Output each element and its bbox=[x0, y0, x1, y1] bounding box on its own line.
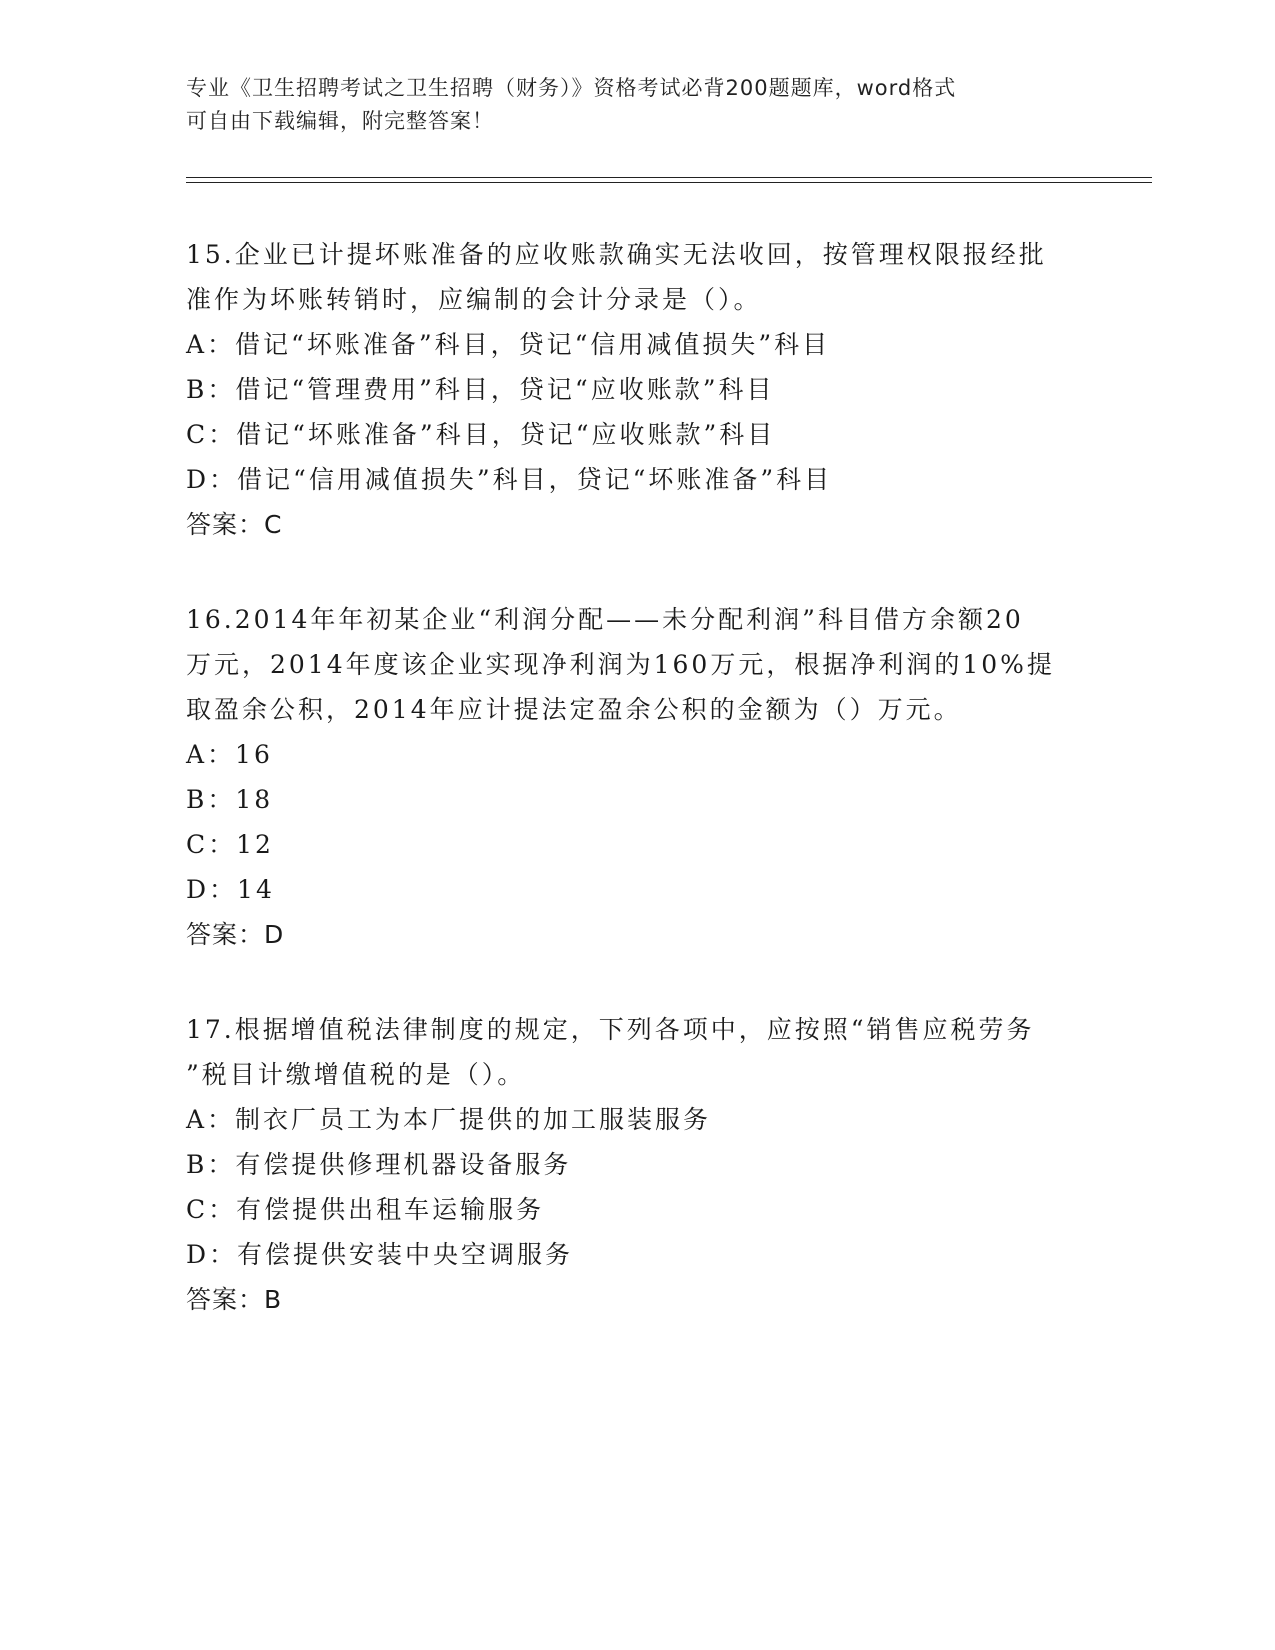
header-line-2: 可自由下载编辑，附完整答案！ bbox=[186, 109, 494, 133]
header-line-1: 专业《卫生招聘考试之卫生招聘（财务）》资格考试必背200题题库，word格式 bbox=[186, 76, 957, 100]
question-stem-line: 万元，2014年度该企业实现净利润为160万元，根据净利润的10%提 bbox=[186, 650, 1055, 679]
answer-line: 答案：D bbox=[186, 920, 285, 949]
answer-line: 答案：C bbox=[186, 510, 283, 539]
question-stem-line: 15.企业已计提坏账准备的应收账款确实无法收回，按管理权限报经批 bbox=[186, 240, 1047, 269]
header-rule-top bbox=[186, 177, 1152, 178]
option-b: B：有偿提供修理机器设备服务 bbox=[186, 1150, 572, 1179]
question-16 bbox=[186, 597, 1086, 957]
question-stem-line: 17.根据增值税法律制度的规定，下列各项中，应按照“销售应税劳务 bbox=[186, 1015, 1035, 1044]
question-17 bbox=[186, 1007, 1086, 1322]
option-c: C：有偿提供出租车运输服务 bbox=[186, 1195, 545, 1224]
option-d: D：借记“信用减值损失”科目，贷记“坏账准备”科目 bbox=[186, 465, 833, 494]
question-stem-line: 16.2014年年初某企业“利润分配——未分配利润”科目借方余额20 bbox=[186, 605, 1024, 634]
option-a: A：借记“坏账准备”科目，贷记“信用减值损失”科目 bbox=[186, 330, 831, 359]
document-header bbox=[186, 72, 1086, 138]
option-d: D：14 bbox=[186, 875, 275, 904]
option-b: B：借记“管理费用”科目，贷记“应收账款”科目 bbox=[186, 375, 775, 404]
option-d: D：有偿提供安装中央空调服务 bbox=[186, 1240, 574, 1269]
question-stem-line: 准作为坏账转销时，应编制的会计分录是（）。 bbox=[186, 285, 762, 314]
option-c: C：12 bbox=[186, 830, 274, 859]
question-stem-line: ”税目计缴增值税的是（）。 bbox=[186, 1060, 526, 1089]
option-c: C：借记“坏账准备”科目，贷记“应收账款”科目 bbox=[186, 420, 776, 449]
answer-line: 答案：B bbox=[186, 1285, 283, 1314]
question-15 bbox=[186, 232, 1086, 547]
question-stem-line: 取盈余公积，2014年应计提法定盈余公积的金额为（）万元。 bbox=[186, 695, 962, 724]
option-a: A：16 bbox=[186, 740, 273, 769]
option-b: B：18 bbox=[186, 785, 274, 814]
header-rule-bottom bbox=[186, 182, 1152, 183]
option-a: A：制衣厂员工为本厂提供的加工服装服务 bbox=[186, 1105, 712, 1134]
